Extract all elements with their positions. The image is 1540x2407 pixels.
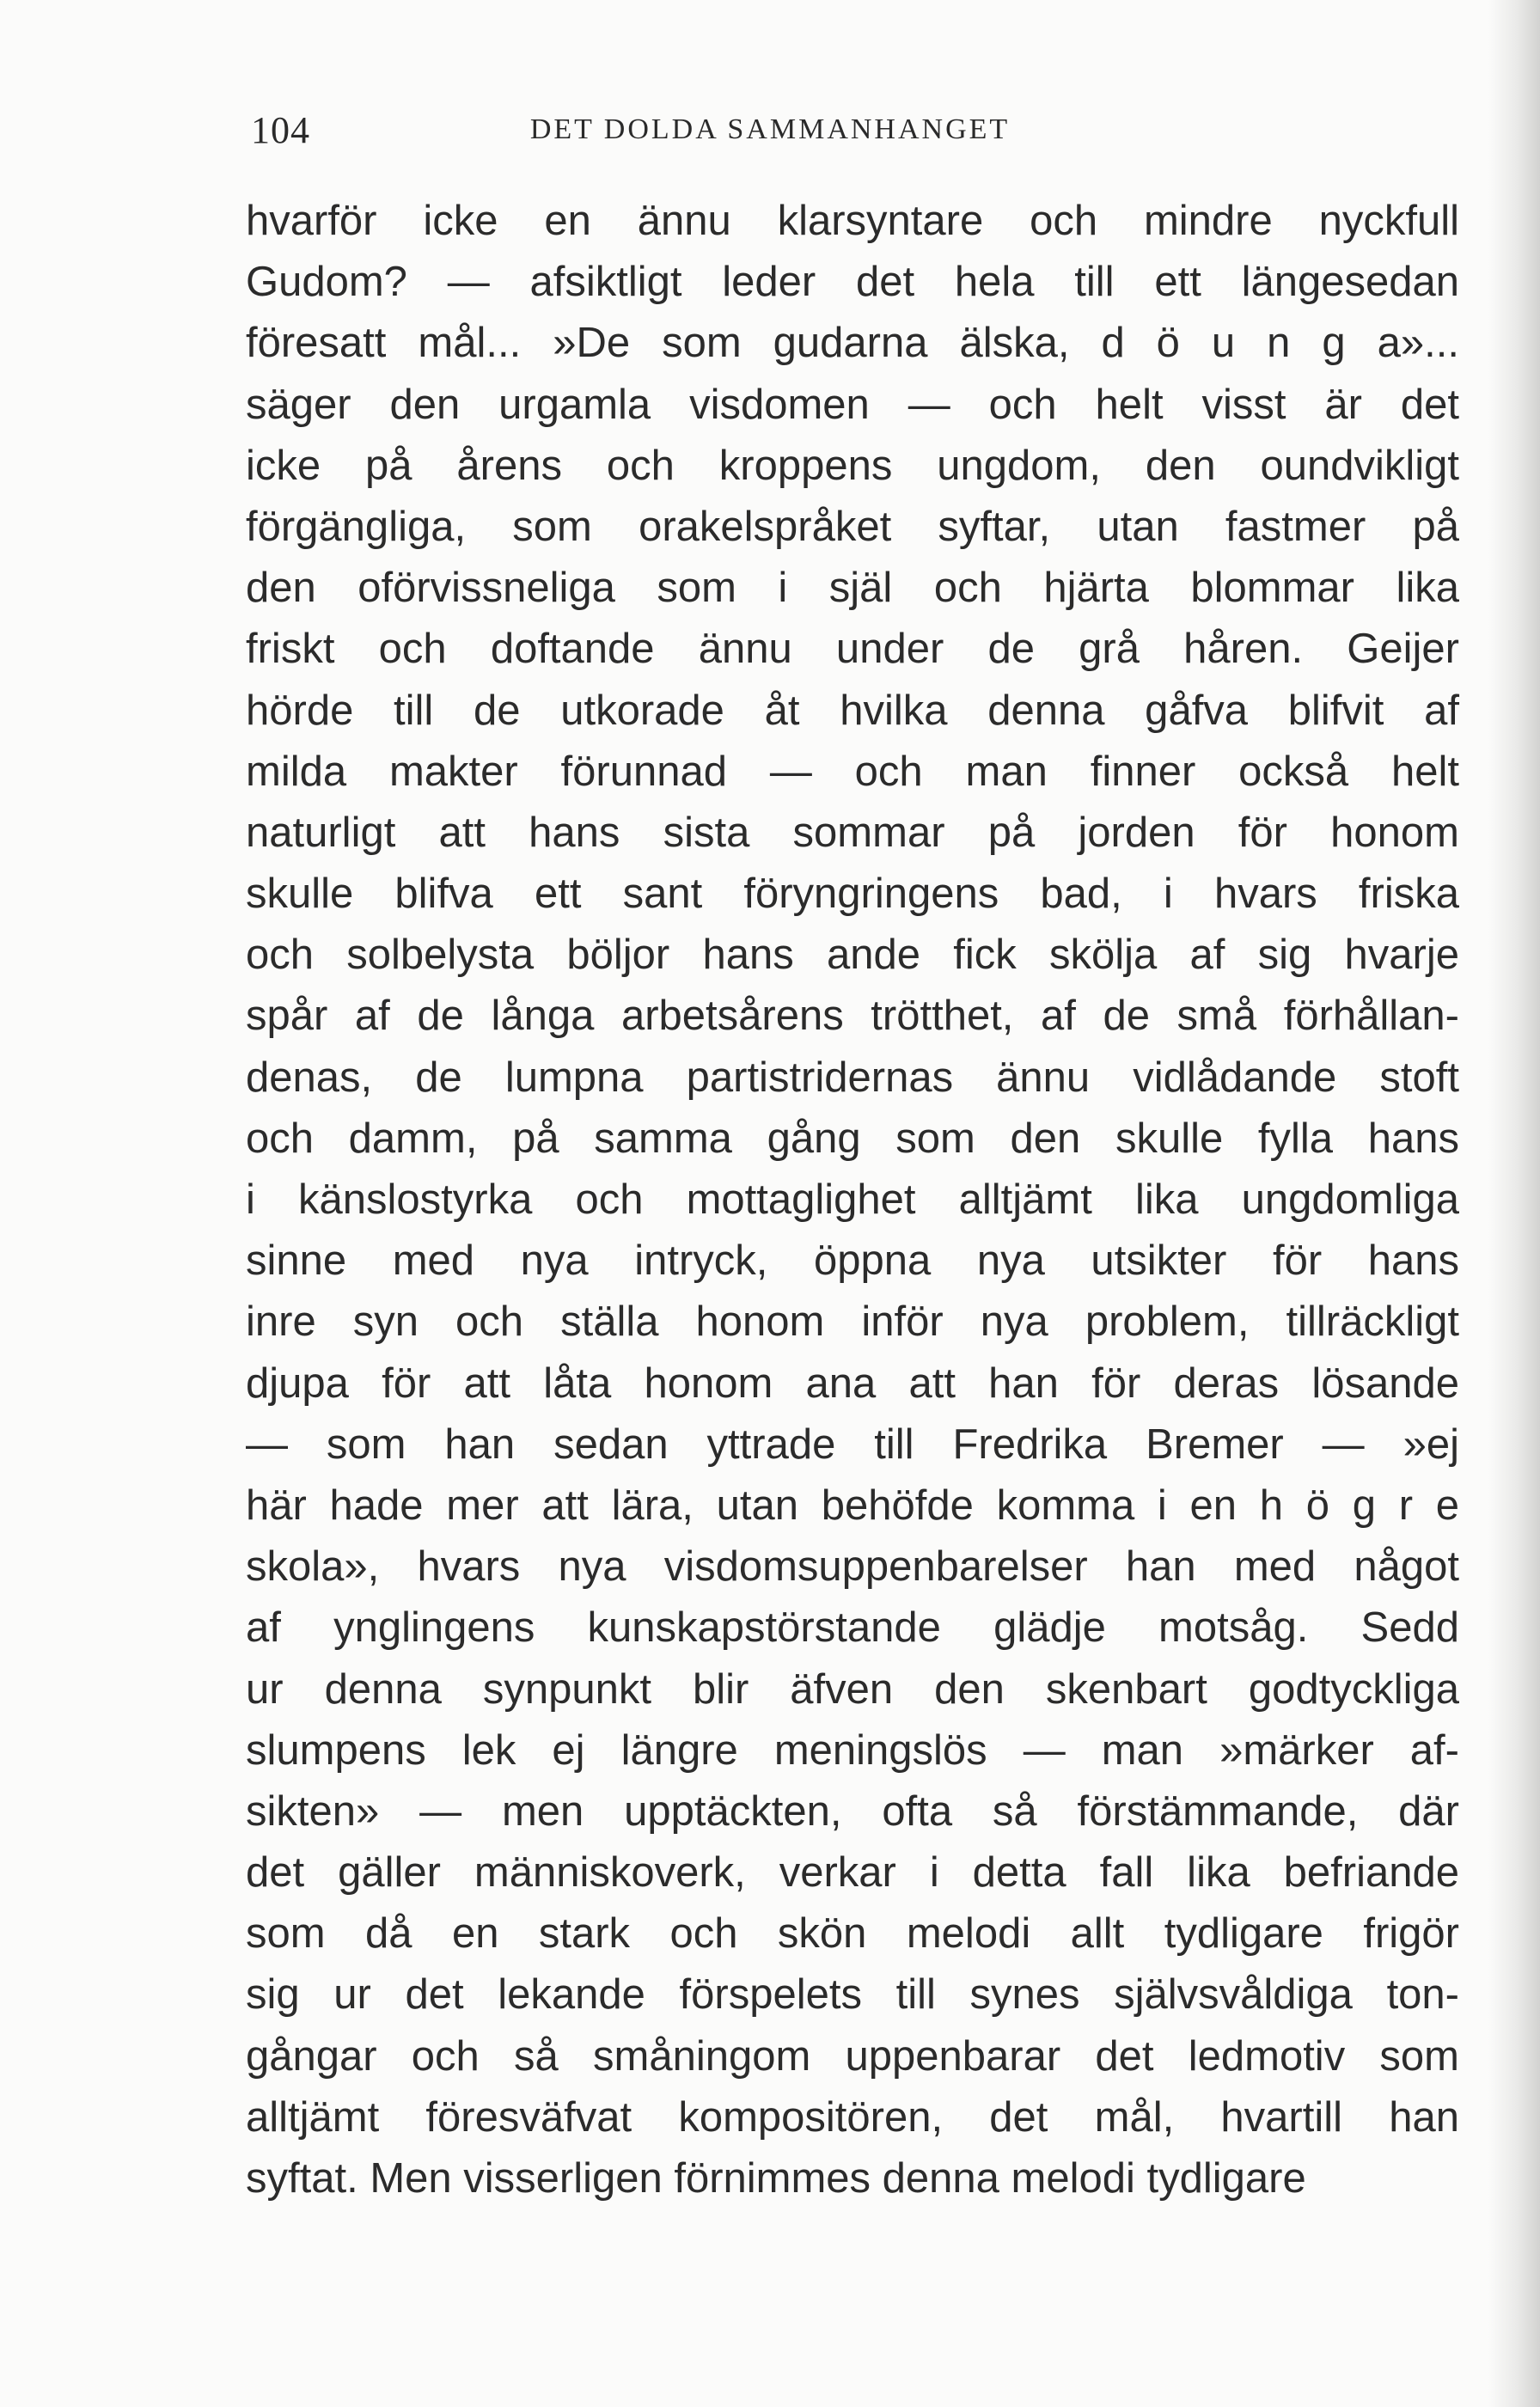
text-line: icke på årens och kroppens ungdom, den oundvikligt — [246, 442, 1459, 489]
text-line: det gäller människoverk, verkar i detta fall lika befriande — [246, 1849, 1459, 1897]
text-line: säger den urgamla visdomen — och helt visst är det — [246, 381, 1459, 428]
text-line: friskt och doftande ännu under de grå håren. Geijer — [246, 626, 1459, 673]
running-title: DET DOLDA SAMMANHANGET — [529, 113, 1011, 145]
page-header — [0, 101, 1540, 162]
text-line: djupa för att låta honom ana att han för deras lösande — [246, 1359, 1459, 1407]
text-line: Gudom? — afsiktligt leder det hela till ett längesedan — [246, 259, 1459, 306]
text-line: hvarför icke en ännu klarsyntare och mindre nyckfull — [246, 198, 1459, 244]
text-line: spår af de långa arbetsårens trötthet, af de små förhållan- — [246, 993, 1459, 1040]
text-line: af ynglingens kunskapstörstande glädje motsåg. Sedd — [246, 1604, 1459, 1652]
text-line: sig ur det lekande förspelets till synes självsvåldiga ton- — [246, 1971, 1459, 2019]
text-line: slumpens lek ej längre meningslös — man »märker af- — [246, 1726, 1459, 1774]
text-line: ur denna synpunkt blir äfven den skenbart godtyckliga — [246, 1665, 1459, 1713]
text-line: naturligt att hans sista sommar på jorden för honom — [246, 809, 1459, 856]
page-edge-shadow — [1488, 0, 1540, 2407]
text-line: hörde till de utkorade åt hvilka denna gåfva blifvit af — [246, 687, 1459, 734]
page-number: 104 — [251, 109, 310, 151]
text-line: denas, de lumpna partistridernas ännu vidlådande stoft — [246, 1054, 1459, 1101]
text-line: föresatt mål... »De som gudarna älska, d ö u n g a»... — [246, 320, 1459, 367]
text-line: sikten» — men upptäckten, ofta så förstämmande, där — [246, 1787, 1459, 1835]
text-line: den oförvissneliga som i själ och hjärta blommar lika — [246, 565, 1459, 612]
text-line: skulle blifva ett sant föryngringens bad, i hvars friska — [246, 871, 1459, 918]
text-line: milda makter förunnad — och man finner också helt — [246, 748, 1459, 795]
text-line: sinne med nya intryck, öppna nya utsikter för hans — [246, 1237, 1459, 1285]
text-line: — som han sedan yttrade till Fredrika Bremer — »ej — [246, 1420, 1459, 1468]
text-line: här hade mer att lära, utan behöfde komma i en h ö g r e — [246, 1481, 1459, 1529]
text-line: och damm, på samma gång som den skulle fylla hans — [246, 1115, 1459, 1162]
text-line: skola», hvars nya visdomsuppenbarelser han med något — [246, 1543, 1459, 1591]
text-line: alltjämt föresväfvat kompositören, det mål, hvartill han — [246, 2093, 1459, 2141]
text-line: syftat. Men visserligen förnimmes denna melodi tydligare — [246, 2155, 1306, 2202]
text-line: och solbelysta böljor hans ande fick skölja af sig hvarje — [246, 932, 1459, 979]
text-line: i känslostyrka och mottaglighet alltjämt lika ungdomliga — [246, 1176, 1459, 1223]
text-line: som då en stark och skön melodi allt tydligare frigör — [246, 1910, 1459, 1958]
text-line: förgängliga, som orakelspråket syftar, utan fastmer på — [246, 503, 1459, 550]
text-line: inre syn och ställa honom inför nya problem, tillräckligt — [246, 1298, 1459, 1346]
body-text — [246, 191, 1459, 2209]
text-line: gångar och så småningom uppenbarar det ledmotiv som — [246, 2032, 1459, 2080]
